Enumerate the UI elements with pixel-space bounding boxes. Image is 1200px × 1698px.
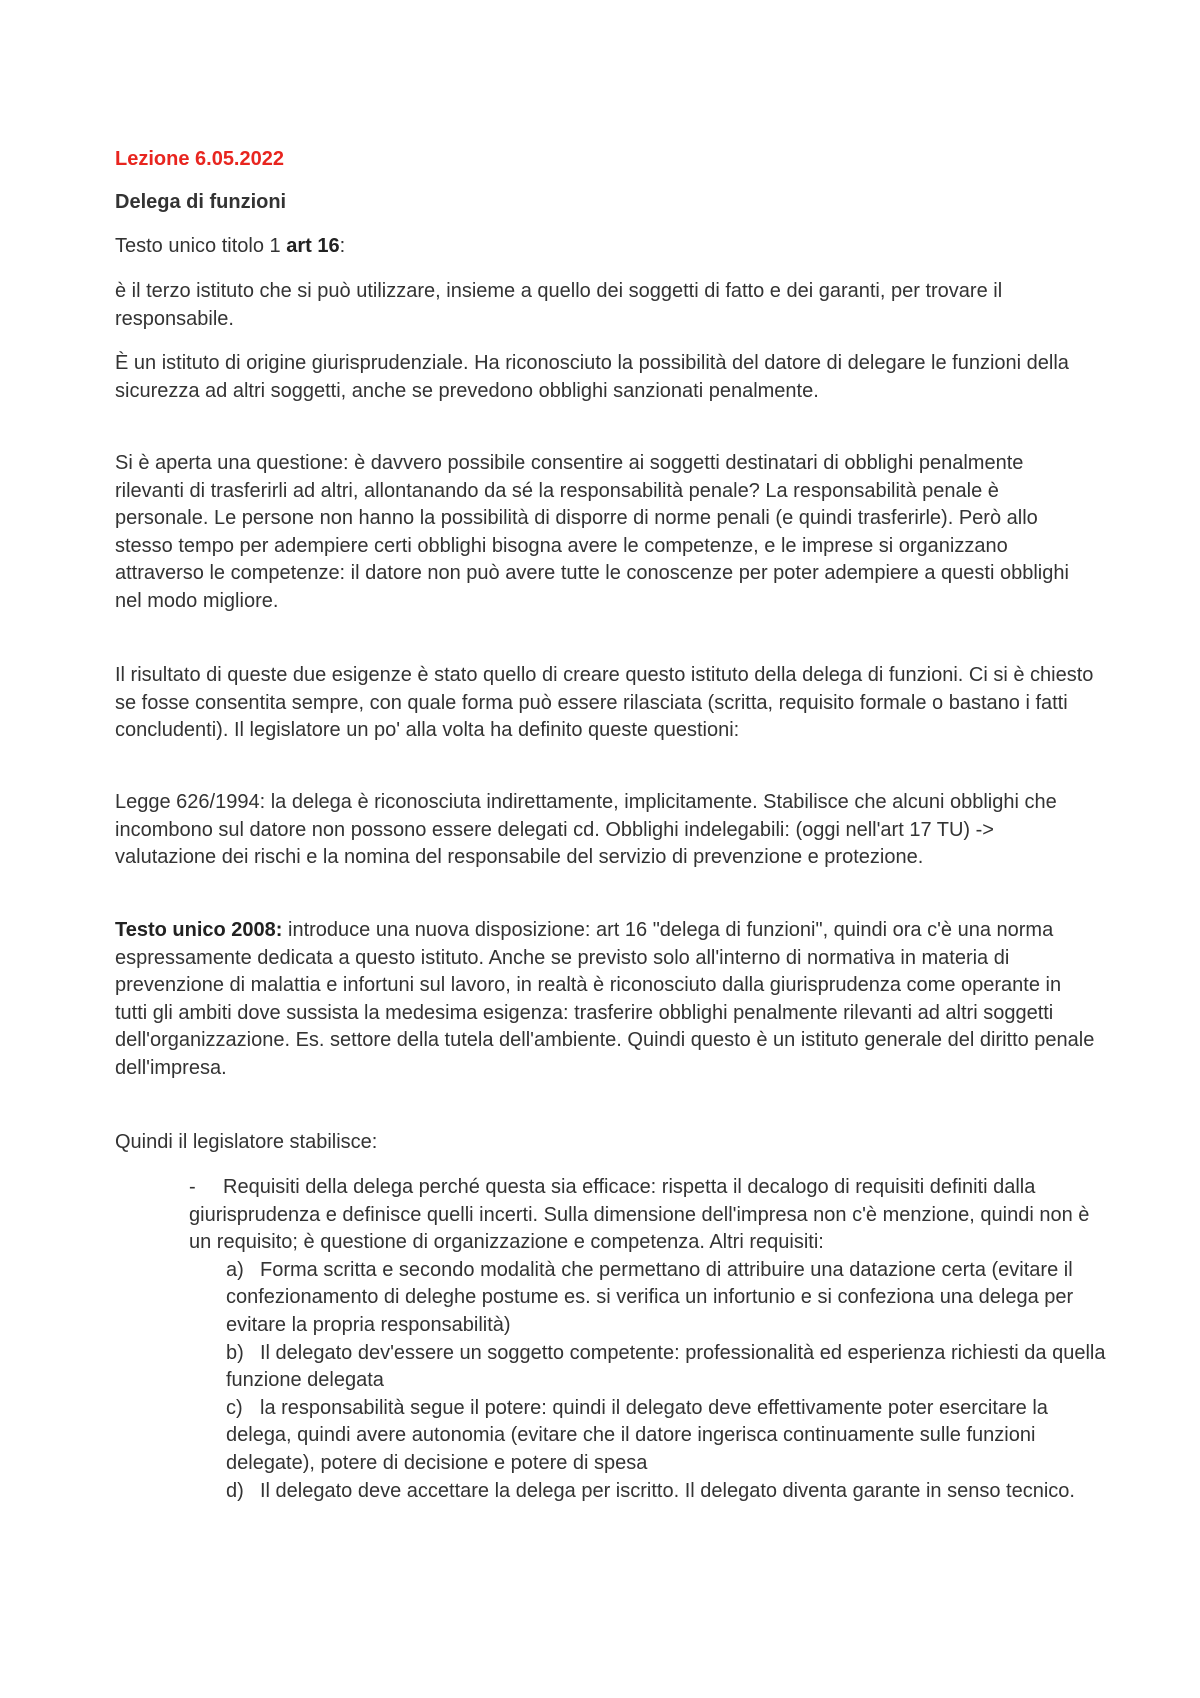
list-item-text: Requisiti della delega perché questa sia efficace: rispetta il decalogo di requisiti definiti dalla giurisprudenza e definisce quelli incerti. Sulla dimensione dell'impresa non c'è menzione, quindi non è un requisito; è questione di organizzazione e competenza. Altri requisiti: — [189, 1176, 1090, 1254]
paragraph-origin: È un istituto di origine giurisprudenziale. Ha riconosciuto la possibilità del datore di delegare le funzioni della sicurezza ad altri soggetti, anche se prevedono obblighi sanzionati penalmente. — [115, 352, 1069, 402]
list-item — [226, 1340, 1106, 1395]
sub-item-letter: d) — [226, 1479, 244, 1502]
paragraph-legislator: Quindi il legislatore stabilisce: — [115, 1131, 378, 1153]
list-item — [226, 1257, 1106, 1340]
sub-item-letter: b) — [226, 1341, 244, 1364]
sub-item-letter: c) — [226, 1396, 243, 1419]
paragraph-result: Il risultato di queste due esigenze è stato quello di creare questo istituto della delega di funzioni. Ci si è chiesto se fosse consentita sempre, con quale forma può essere rilasciata (scritta, requisito formale o bastano i fatti concludenti). Il legislatore un po' alla volta ha definito queste questioni: — [115, 664, 1094, 742]
paragraph-testo-unico-2008 — [115, 917, 1095, 1083]
sub-item-letter: a) — [226, 1258, 244, 1281]
paragraph-reference — [115, 233, 1095, 261]
testo-unico-label: Testo unico 2008: — [115, 919, 283, 941]
list-item — [226, 1478, 1106, 1506]
reference-article: art 16 — [286, 235, 340, 257]
sub-requirements-list — [226, 1257, 1106, 1505]
list-item — [226, 1395, 1106, 1478]
sub-item-text: Il delegato deve accettare la delega per iscritto. Il delegato diventa garante in senso tecnico. — [260, 1479, 1075, 1502]
section-heading: Delega di funzioni — [115, 191, 287, 213]
paragraph-question: Si è aperta una questione: è davvero possibile consentire ai soggetti destinatari di obblighi penalmente rilevanti di trasferirli ad altri, allontanando da sé la responsabilità penale? La responsabilità penale è personale. Le persone non hanno la possibilità di disporre di norme penali (e quindi trasferirle). Però allo stesso tempo per adempiere certi obblighi bisogna avere le competenze, e le imprese si organizzano attraverso le competenze: il datore non può avere tutte le conoscenze per poter adempiere a questi obblighi nel modo migliore. — [115, 452, 1069, 612]
list-item — [189, 1174, 1109, 1257]
reference-prefix: Testo unico titolo 1 — [115, 235, 287, 257]
sub-item-text: Forma scritta e secondo modalità che permettano di attribuire una datazione certa (evitare il confezionamento di deleghe postume es. si verifica un infortunio e si confeziona una delega per evitare la propria responsabilità) — [226, 1258, 1074, 1336]
paragraph-law-1994: Legge 626/1994: la delega è riconosciuta indirettamente, implicitamente. Stabilisce che alcuni obblighi che incombono sul datore non possono essere delegati cd. Obblighi indelegabili: (oggi nell'art 17 TU) -> valutazione dei rischi e la nomina del responsabile del servizio di prevenzione e protezione. — [115, 791, 1057, 869]
list-dash: - — [189, 1176, 196, 1198]
lesson-title: Lezione 6.05.2022 — [115, 148, 284, 170]
sub-item-text: la responsabilità segue il potere: quindi il delegato deve effettivamente poter esercitare la delega, quindi avere autonomia (evitare che il datore ingerisca continuamente sulle funzioni delegate), potere di decisione e potere di spesa — [226, 1396, 1048, 1474]
requirements-list — [189, 1174, 1109, 1505]
paragraph-intro: è il terzo istituto che si può utilizzare, insieme a quello dei soggetti di fatto e dei garanti, per trovare il responsabile. — [115, 280, 1003, 330]
sub-item-text: Il delegato dev'essere un soggetto competente: professionalità ed esperienza richiesti da quella funzione delegata — [226, 1341, 1106, 1392]
reference-suffix: : — [339, 235, 346, 257]
testo-unico-text: introduce una nuova disposizione: art 16 "delega di funzioni", quindi ora c'è una norma espressamente dedicata a questo istituto. Anche se previsto solo all'interno di normativa in materia di prevenzione di malattia e infortuni sul lavoro, in realtà è riconosciuto dalla giurisprudenza come operante in tutti gli ambiti dove sussista la medesima esigenza: trasferire obblighi penalmente rilevanti ad altri soggetti dell'organizzazione. Es. settore della tutela dell'ambiente. Quindi questo è un istituto generale del diritto penale dell'impresa. — [115, 919, 1095, 1079]
